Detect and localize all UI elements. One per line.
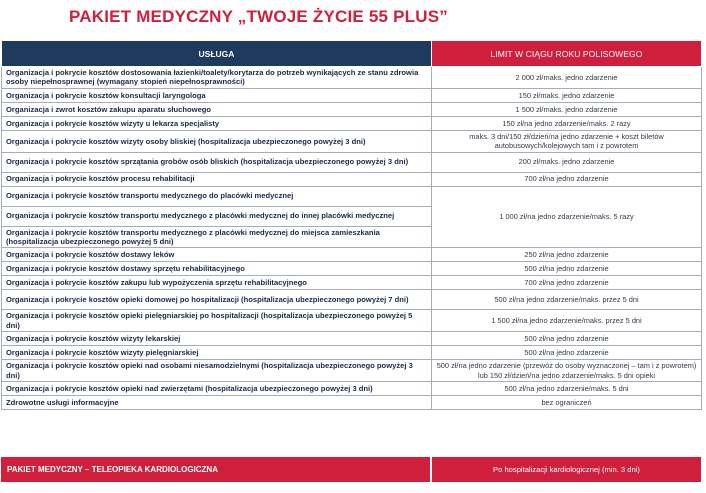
limit-cell: 500 zł/na jedno zdarzenie/maks. przez 5 dni bbox=[432, 290, 702, 310]
teleopieka-label: PAKIET MEDYCZNY – TELEOPIEKA KARDIOLOGICZNA bbox=[1, 457, 430, 482]
limit-cell: 150 zł/na jedno zdarzenie/maks. 2 razy bbox=[432, 116, 702, 130]
table-row bbox=[2, 67, 702, 89]
service-cell: Organizacja i pokrycie kosztów dostawy leków bbox=[2, 248, 432, 262]
limit-cell: 700 zł/na jedno zdarzenie bbox=[432, 172, 702, 186]
table-row bbox=[2, 310, 702, 332]
service-cell: Organizacja i pokrycie kosztów dostosowania łazienki/toalety/korytarza do potrzeb wynikających ze stanu zdrowia osoby niepełnosprawnej (wymagany stopień niepełnosprawności) bbox=[2, 67, 432, 89]
teleopieka-band bbox=[1, 457, 701, 482]
service-cell: Organizacja i pokrycie kosztów opieki nad zwierzętami (hospitalizacja ubezpieczonego powyżej 3 dni) bbox=[2, 382, 432, 396]
table-row bbox=[2, 276, 702, 290]
service-cell: Organizacja i pokrycie kosztów opieki pielęgniarskiej po hospitalizacji (hospitalizacja ubezpieczonego powyżej 5 dni) bbox=[2, 310, 432, 332]
table-row bbox=[2, 346, 702, 360]
limit-cell: 1 500 zł/na jedno zdarzenie/maks. przez 5 dni bbox=[432, 310, 702, 332]
page-title: PAKIET MEDYCZNY „TWOJE ŻYCIE 55 PLUS” bbox=[69, 7, 448, 26]
service-cell: Organizacja i pokrycie kosztów transportu medycznego z placówki medycznej do innej placówki medycznej bbox=[2, 206, 432, 226]
table-header-row bbox=[2, 41, 702, 67]
table-row bbox=[2, 396, 702, 410]
table-row bbox=[2, 152, 702, 172]
table-row bbox=[2, 332, 702, 346]
services-table bbox=[1, 40, 702, 410]
column-header-limit: LIMIT W CIĄGU ROKU POLISOWEGO bbox=[432, 41, 702, 67]
limit-cell: 500 zł/na jedno zdarzenie bbox=[432, 262, 702, 276]
service-cell: Organizacja i pokrycie kosztów sprzątania grobów osób bliskich (hospitalizacja ubezpieczonego powyżej 3 dni) bbox=[2, 152, 432, 172]
service-cell: Organizacja i pokrycie kosztów opieki nad osobami niesamodzielnymi (hospitalizacja ubezpieczonego powyżej 3 dni) bbox=[2, 360, 432, 382]
service-cell: Organizacja i pokrycie kosztów dostawy sprzętu rehabilitacyjnego bbox=[2, 262, 432, 276]
teleopieka-value: Po hospitalizacji kardiologicznej (min. 3 dni) bbox=[432, 457, 701, 482]
limit-cell: 500 zł/na jedno zdarzenie/maks. 5 dni bbox=[432, 382, 702, 396]
table-row bbox=[2, 130, 702, 152]
service-cell: Organizacja i pokrycie kosztów wizyty osoby bliskiej (hospitalizacja ubezpieczonego powyżej 3 dni) bbox=[2, 130, 432, 152]
limit-cell: 500 zł/na jedno zdarzenie bbox=[432, 346, 702, 360]
service-cell: Organizacja i pokrycie kosztów opieki domowej po hospitalizacji (hospitalizacja ubezpieczonego powyżej 7 dni) bbox=[2, 290, 432, 310]
service-cell: Organizacja i pokrycie kosztów wizyty u lekarza specjalisty bbox=[2, 116, 432, 130]
table-row bbox=[2, 248, 702, 262]
table-row bbox=[2, 116, 702, 130]
limit-cell: 500 zł/na jedno zdarzenie bbox=[432, 332, 702, 346]
limit-cell: 1 000 zł/na jedno zdarzenie/maks. 5 razy bbox=[432, 186, 702, 248]
service-cell: Organizacja i pokrycie kosztów wizyty pielęgniarskiej bbox=[2, 346, 432, 360]
limit-cell: 500 zł/na jedno zdarzenie (przewóz do osoby wyznaczonej – tam i z powrotem) lub 150 zł/dzień/na jedno zdarzenie/maks. 5 dni opieki bbox=[432, 360, 702, 382]
service-cell: Organizacja i pokrycie kosztów wizyty lekarskiej bbox=[2, 332, 432, 346]
table-row bbox=[2, 382, 702, 396]
table-row bbox=[2, 186, 702, 206]
table-row bbox=[2, 262, 702, 276]
limit-cell: 700 zł/na jedno zdarzenie bbox=[432, 276, 702, 290]
service-cell: Organizacja i pokrycie kosztów zakupu lub wypożyczenia sprzętu rehabilitacyjnego bbox=[2, 276, 432, 290]
table-row bbox=[2, 290, 702, 310]
column-header-service: USŁUGA bbox=[2, 41, 432, 67]
service-cell: Zdrowotne usługi informacyjne bbox=[2, 396, 432, 410]
service-cell: Organizacja i zwrot kosztów zakupu aparatu słuchowego bbox=[2, 102, 432, 116]
limit-cell: 250 zł/na jedno zdarzenie bbox=[432, 248, 702, 262]
limit-cell: 200 zł/maks. jedno zdarzenie bbox=[432, 152, 702, 172]
table-row bbox=[2, 172, 702, 186]
limit-cell: 2 000 zł/maks. jedno zdarzenie bbox=[432, 67, 702, 89]
limit-cell: maks. 3 dni/150 zł/dzień/na jedno zdarzenie + koszt biletów autobusowych/kolejowych tam i z powrotem bbox=[432, 130, 702, 152]
service-cell: Organizacja i pokrycie kosztów procesu rehabilitacji bbox=[2, 172, 432, 186]
table-row bbox=[2, 88, 702, 102]
table-row bbox=[2, 102, 702, 116]
service-cell: Organizacja i pokrycie kosztów transportu medycznego z placówki medycznej do miejsca zamieszkania (hospitalizacja ubezpieczonego powyżej 5 dni) bbox=[2, 226, 432, 248]
limit-cell: 1 500 zł/maks. jedno zdarzenie bbox=[432, 102, 702, 116]
service-cell: Organizacja i pokrycie kosztów transportu medycznego do placówki medycznej bbox=[2, 186, 432, 206]
limit-cell: 150 zł/maks. jedno zdarzenie bbox=[432, 88, 702, 102]
table-row bbox=[2, 360, 702, 382]
limit-cell: bez ograniczeń bbox=[432, 396, 702, 410]
service-cell: Organizacja i pokrycie kosztów konsultacji laryngologa bbox=[2, 88, 432, 102]
